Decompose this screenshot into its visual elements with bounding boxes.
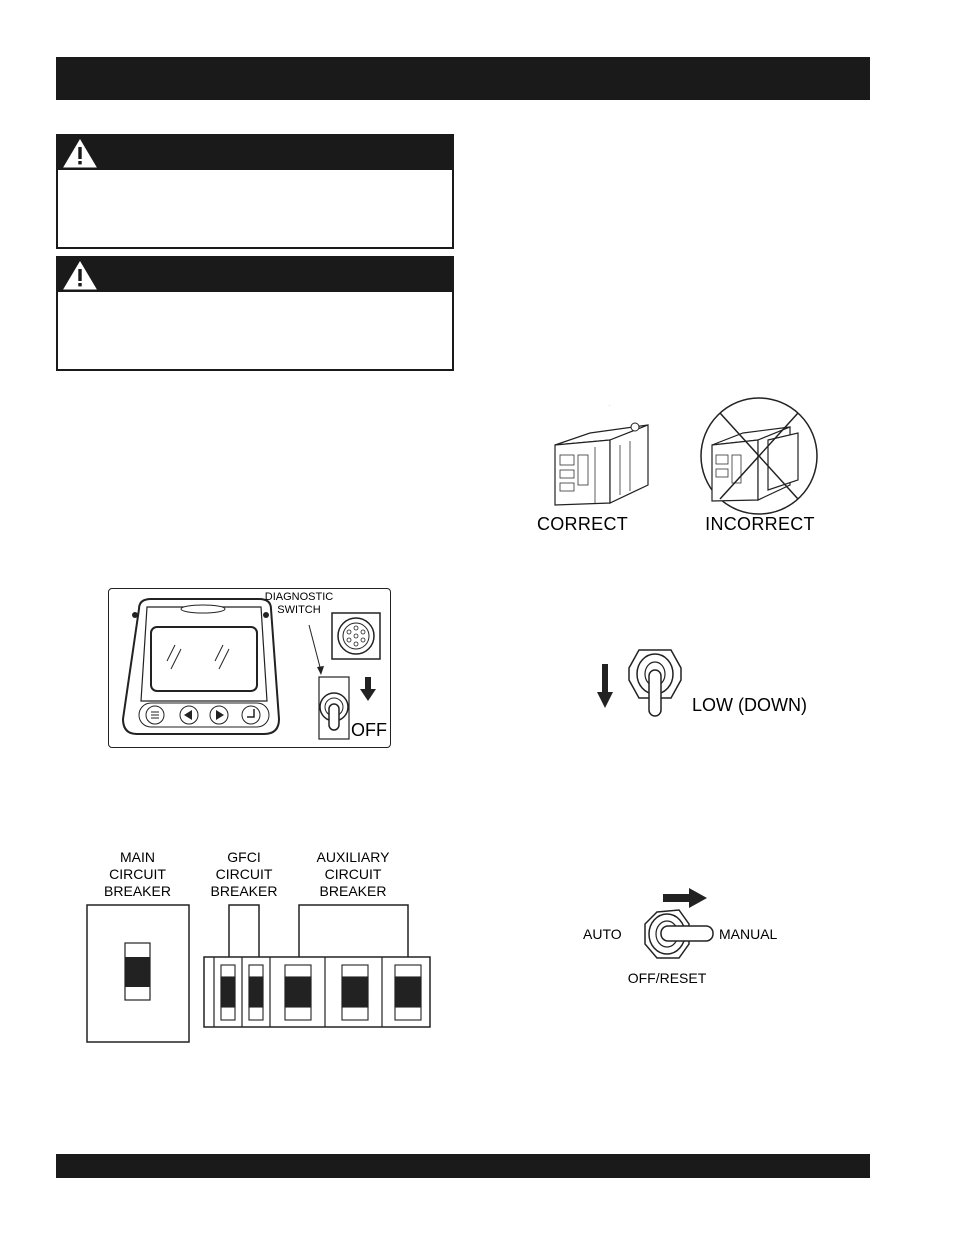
header-bar (56, 57, 870, 100)
control-panel-figure (108, 588, 391, 748)
warning-box-2 (56, 256, 454, 371)
auto-label: AUTO (583, 926, 622, 942)
toggle-low-illustration (595, 648, 695, 720)
off-label: OFF (351, 720, 387, 740)
main-breaker-label: MAIN CIRCUIT BREAKER (104, 849, 171, 899)
warning-header-1 (58, 136, 452, 170)
gfci-breaker-label: GFCI CIRCUIT BREAKER (210, 849, 278, 899)
off-reset-label: OFF/RESET (627, 970, 707, 986)
auxiliary-breaker-label: AUXILIARY CIRCUIT BREAKER (316, 849, 390, 899)
warning-header-2 (58, 258, 452, 292)
correct-label: CORRECT (536, 514, 629, 534)
diagnostic-switch-label: DIAGNOSTIC SWITCH (264, 591, 334, 616)
low-down-label: LOW (DOWN) (692, 695, 807, 715)
warning-triangle-icon (60, 258, 100, 292)
generator-incorrect-illustration (698, 395, 820, 517)
auto-manual-toggle-illustration (635, 886, 715, 966)
generator-correct-illustration (540, 405, 665, 515)
incorrect-label: INCORRECT (705, 514, 815, 534)
warning-triangle-icon (60, 136, 100, 170)
breaker-panel-illustration (84, 902, 434, 1047)
footer-bar (56, 1154, 870, 1178)
warning-box-1 (56, 134, 454, 249)
manual-label: MANUAL (719, 926, 778, 942)
